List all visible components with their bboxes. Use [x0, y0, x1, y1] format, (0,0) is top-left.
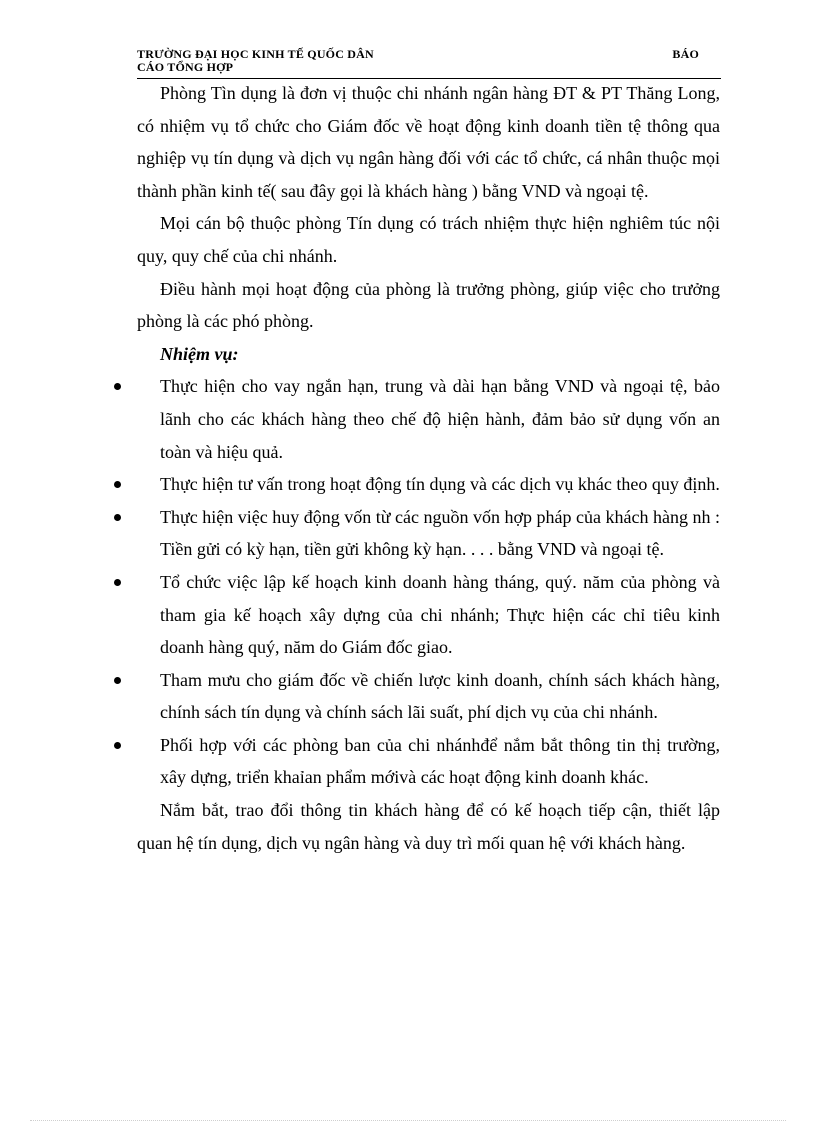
document-body: [137, 77, 720, 859]
intro-paragraph: Phòng Tìn dụng là đơn vị thuộc chi nhánh ngân hàng ĐT & PT Thăng Long, có nhiệm vụ tổ chức cho Giám đốc về hoạt động kinh doanh tiền tệ thông qua nghiệp vụ tín dụng và dịch vụ ngân hàng đối với các tổ chức, cá nhân thuộc mọi thành phần kinh tế( sau đây gọi là khách hàng ) bằng VND và ngoại tệ.: [137, 83, 720, 201]
bullet-icon: [114, 481, 121, 488]
list-item: [137, 566, 720, 664]
list-item-text: Thực hiện tư vấn trong hoạt động tín dụng và các dịch vụ khác theo quy định.: [160, 474, 720, 495]
header-report-label: BÁO: [672, 47, 699, 61]
list-item-text: Phối hợp với các phòng ban của chi nhánhđể nắm bắt thông tin thị trường, xây dựng, triển khaỉan phẩm mớivà các hoạt động kinh doanh khác.: [160, 734, 720, 788]
page-bottom-border: [30, 1120, 786, 1121]
bullet-icon: [114, 579, 121, 586]
list-item-text: Tổ chức việc lập kế hoạch kinh doanh hàng tháng, quý. năm của phòng và tham gia kế hoạch xây dựng của chi nhánh; Thực hiện các chỉ tiêu kinh doanh hàng quý, năm do Giám đốc giao.: [160, 571, 720, 658]
bullet-icon: [114, 514, 121, 521]
bullet-icon: [114, 383, 121, 390]
page-header: [137, 48, 721, 74]
closing-paragraph: Nắm bắt, trao đổi thông tin khách hàng để có kế hoạch tiếp cận, thiết lập quan hệ tín dụng, dịch vụ ngân hàng và duy trì mối quan hệ với khách hàng.: [137, 800, 720, 853]
list-item: [137, 729, 720, 794]
list-item-text: Tham mưu cho giám đốc về chiến lược kinh doanh, chính sách khách hàng, chính sách tín dụng và chính sách lãi suất, phí dịch vụ của chi nhánh.: [160, 669, 720, 723]
list-item: [137, 468, 720, 501]
list-item-text: Thực hiện cho vay ngắn hạn, trung và dài hạn bằng VND và ngoại tệ, bảo lãnh cho các khách hàng theo chế độ hiện hành, đảm bảo sử dụng vốn an toàn và hiệu quả.: [160, 376, 720, 462]
intro-paragraph: Mọi cán bộ thuộc phòng Tín dụng có trách nhiệm thực hiện nghiêm túc nội quy, quy chế của chi nhánh.: [137, 213, 720, 266]
bullet-icon: [114, 677, 121, 684]
list-item-text: Thực hiện việc huy động vốn từ các nguồn vốn hợp pháp của khách hàng nh : Tiền gửi có kỳ hạn, tiền gửi không kỳ hạn. . . . bằng VND và ngoại tệ.: [160, 506, 720, 560]
list-item: [137, 501, 720, 566]
bullet-icon: [114, 742, 121, 749]
header-school-name: TRƯỜNG ĐẠI HỌC KINH TẾ QUỐC DÂN: [137, 47, 374, 61]
header-report-label-cont: CÁO TỔNG HỢP: [137, 60, 234, 74]
section-heading: Nhiệm vụ:: [160, 343, 239, 364]
intro-paragraph: Điều hành mọi hoạt động của phòng là trưởng phòng, giúp việc cho trưởng phòng là các phó phòng.: [137, 278, 720, 332]
list-item: [137, 664, 720, 729]
list-item: [137, 370, 720, 468]
task-list: [137, 370, 720, 794]
